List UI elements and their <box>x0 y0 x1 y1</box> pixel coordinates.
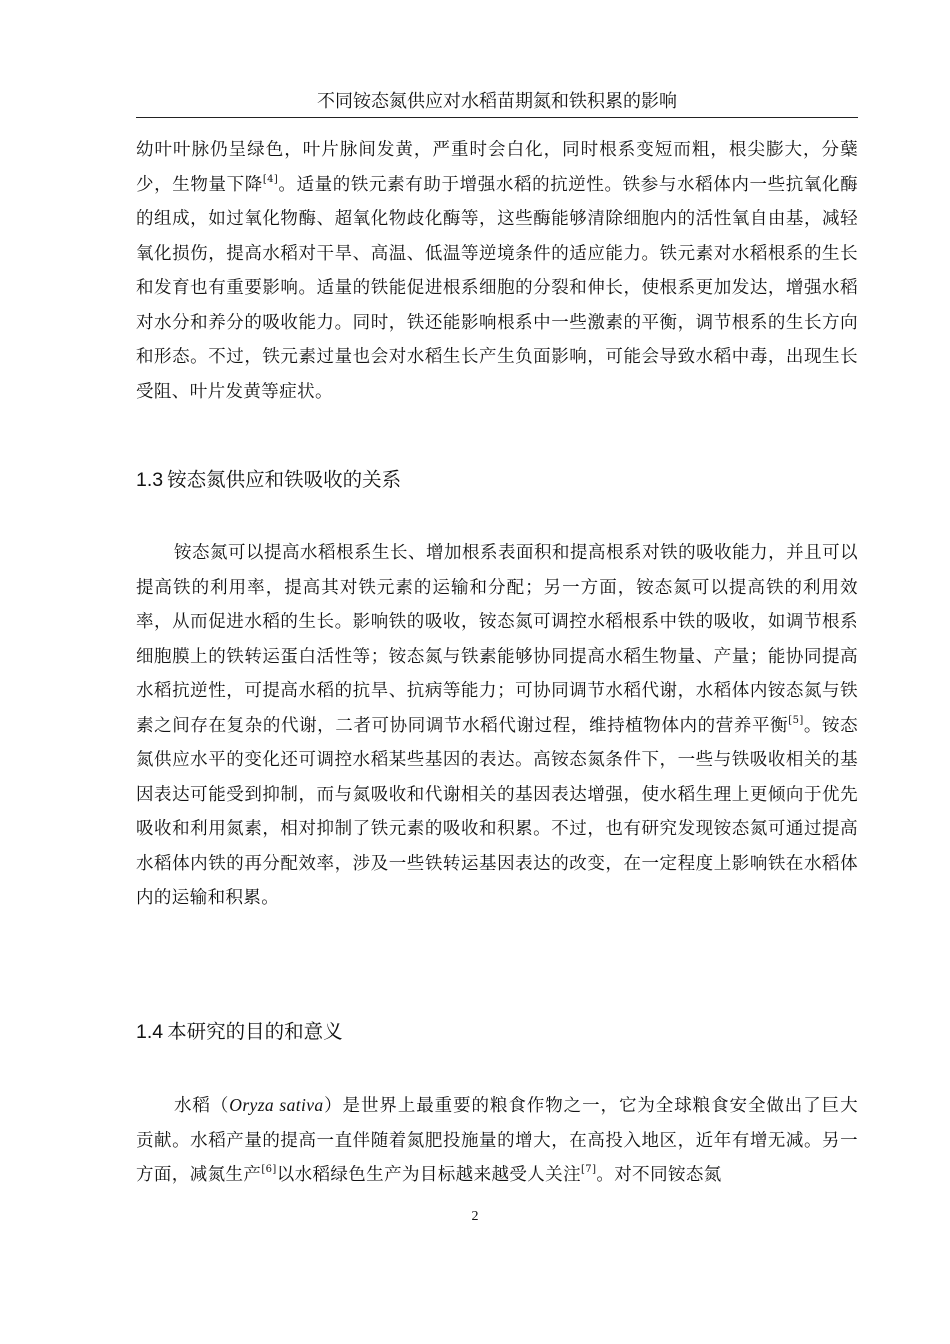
paragraph-text: 。适量的铁元素有助于增强水稻的抗逆性。铁参与水稻体内一些抗氧化酶的组成，如过氧化物酶、超氧化物歧化酶等，这些酶能够清除细胞内的活性氧自由基，减轻氧化损伤，提高水稻对干旱、高温、低温等逆境条件的适应能力。铁元素对水稻根系的生长和发育也有重要影响。适量的铁能促进根系细胞的分裂和伸长，使根系更加发达，增强水稻对水分和养分的吸收能力。同时，铁还能影响根系中一些激素的平衡，调节根系的生长方向和形态。不过，铁元素过量也会对水稻生长产生负面影响，可能会导致水稻中毒，出现生长受阻、叶片发黄等症状。 <box>136 174 858 402</box>
section-heading-1-3 <box>136 467 858 493</box>
paragraph-text: 以水稻绿色生产为目标越来越受人关注 <box>276 1165 581 1185</box>
paragraph-text: 水稻（ <box>174 1096 230 1116</box>
paragraph-text: 。铵态氮供应水平的变化还可调控水稻某些基因的表达。高铵态氮条件下，一些与铁吸收相关的基因表达可能受到抑制，而与氮吸收和代谢相关的基因表达增强，使水稻生理上更倾向于优先吸收和利用氮素，相对抑制了铁元素的吸收和积累。不过，也有研究发现铵态氮可通过提高水稻体内铁的再分配效率，涉及一些铁转运基因表达的改变，在一定程度上影响铁在水稻体内的运输和积累。 <box>136 715 858 908</box>
paragraph-text: 幼叶叶脉仍呈绿色，叶片脉间发黄，严重时会白化，同时根系变短而粗，根尖膨大，分蘖少，生物量下降 <box>136 140 858 195</box>
citation-ref: [6] <box>261 1164 277 1175</box>
section-title: 铵态氮供应和铁吸收的关系 <box>167 468 402 491</box>
citation-ref: [7] <box>581 1164 597 1175</box>
section-number: 1.4 <box>136 1021 164 1043</box>
paragraph-text: 。对不同铵态氮 <box>596 1165 722 1185</box>
body-paragraph-purpose <box>136 1088 858 1193</box>
section-heading-1-4 <box>136 1019 858 1045</box>
paragraph-text: 铵态氮可以提高水稻根系生长、增加根系表面积和提高根系对铁的吸收能力，并且可以提高铁的利用率，提高其对铁元素的运输和分配；另一方面，铵态氮可以提高铁的利用效率，从而促进水稻的生长。影响铁的吸收，铵态氮可调控水稻根系中铁的吸收，如调节根系细胞膜上的铁转运蛋白活性等；铵态氮与铁素能够协同提高水稻生物量、产量；能协同提高水稻抗逆性，可提高水稻的抗旱、抗病等能力；可协同调节水稻代谢，水稻体内铵态氮与铁素之间存在复杂的代谢，二者可协同调节水稻代谢过程，维持植物体内的营养平衡 <box>136 543 858 736</box>
citation-ref: [5] <box>788 714 804 726</box>
running-header: 不同铵态氮供应对水稻苗期氮和铁积累的影响 <box>136 91 858 118</box>
body-paragraph-ammonium-iron <box>136 536 858 916</box>
body-paragraph-iron-effects <box>136 133 858 409</box>
paragraph-text: ）是世界上最重要的粮食作物之一，它为全球粮食安全做出了巨大贡献。水稻产量的提高一直伴随着氮肥投施量的增大，在高投入地区，近年有增无减。另一方面，减氮生产 <box>136 1096 858 1185</box>
latin-species-name: Oryza sativa <box>229 1095 324 1115</box>
section-number: 1.3 <box>136 469 164 491</box>
page-number: 2 <box>471 1209 479 1224</box>
section-title: 本研究的目的和意义 <box>167 1020 343 1043</box>
citation-ref: [4] <box>262 173 279 185</box>
